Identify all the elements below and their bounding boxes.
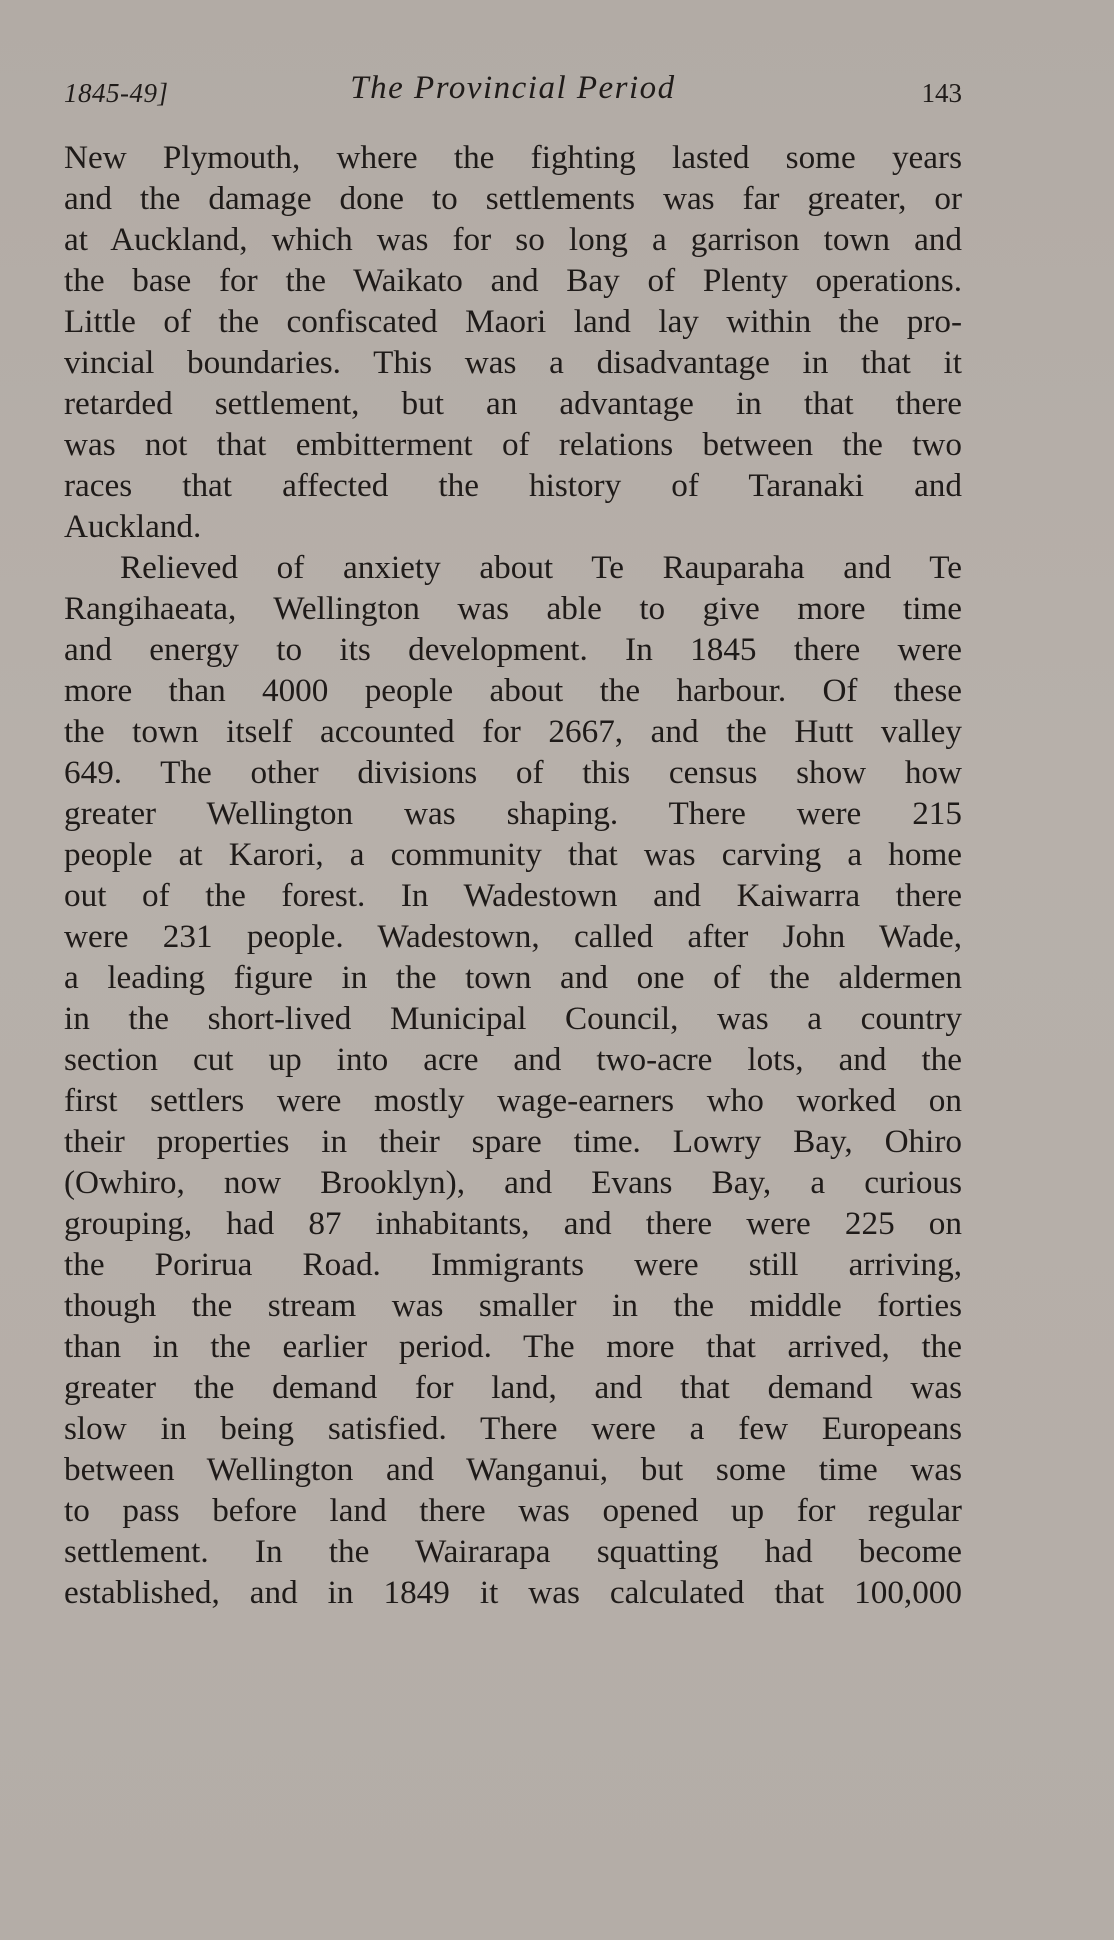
text-line: first settlers were mostly wage-earners who worked on — [64, 1082, 962, 1119]
text-line: greater the demand for land, and that demand was — [64, 1369, 962, 1406]
text-line: though the stream was smaller in the middle forties — [64, 1287, 962, 1324]
text-line: to pass before land there was opened up for regular — [64, 1492, 962, 1529]
text-line: a leading figure in the town and one of the aldermen — [64, 959, 962, 996]
text-line: vincial boundaries. This was a disadvantage in that it — [64, 344, 962, 381]
text-line: established, and in 1849 it was calculated that 100,000 — [64, 1574, 962, 1611]
text-line: and the damage done to settlements was far greater, or — [64, 180, 962, 217]
paragraph-last-line: Auckland. — [64, 508, 202, 545]
text-line: Little of the confiscated Maori land lay within the pro- — [64, 303, 962, 340]
body-text — [64, 137, 962, 1613]
text-line: retarded settlement, but an advantage in that there — [64, 385, 962, 422]
text-line: in the short-lived Municipal Council, was a country — [64, 1000, 962, 1037]
text-line: the Porirua Road. Immigrants were still arriving, — [64, 1246, 962, 1283]
text-line: New Plymouth, where the fighting lasted some years — [64, 139, 962, 176]
text-line: races that affected the history of Taranaki and — [64, 467, 962, 504]
text-line: 649. The other divisions of this census show how — [64, 754, 962, 791]
text-line: were 231 people. Wadestown, called after John Wade, — [64, 918, 962, 955]
text-line: their properties in their spare time. Lowry Bay, Ohiro — [64, 1123, 962, 1160]
text-line: Rangihaeata, Wellington was able to give more time — [64, 590, 962, 627]
running-head-date-range: 1845-49] — [64, 78, 169, 108]
text-line: greater Wellington was shaping. There were 215 — [64, 795, 962, 832]
text-line: section cut up into acre and two-acre lots, and the — [64, 1041, 962, 1078]
text-line: and energy to its development. In 1845 there were — [64, 631, 962, 668]
text-line: than in the earlier period. The more that arrived, the — [64, 1328, 962, 1365]
text-line: the base for the Waikato and Bay of Plenty operations. — [64, 262, 962, 299]
text-line: out of the forest. In Wadestown and Kaiwarra there — [64, 877, 962, 914]
running-head-title: The Provincial Period — [350, 70, 676, 106]
text-line: was not that embitterment of relations between the two — [64, 426, 962, 463]
text-line: the town itself accounted for 2667, and the Hutt valley — [64, 713, 962, 750]
running-head — [64, 70, 962, 114]
text-line: slow in being satisfied. There were a few Europeans — [64, 1410, 962, 1447]
paragraph-first-line: Relieved of anxiety about Te Rauparaha and Te — [120, 549, 962, 586]
text-line: between Wellington and Wanganui, but some time was — [64, 1451, 962, 1488]
text-line: people at Karori, a community that was carving a home — [64, 836, 962, 873]
text-line: grouping, had 87 inhabitants, and there were 225 on — [64, 1205, 962, 1242]
page-number: 143 — [921, 78, 962, 108]
text-line: more than 4000 people about the harbour. Of these — [64, 672, 962, 709]
text-line: at Auckland, which was for so long a garrison town and — [64, 221, 962, 258]
text-line: (Owhiro, now Brooklyn), and Evans Bay, a curious — [64, 1164, 962, 1201]
text-line: settlement. In the Wairarapa squatting had become — [64, 1533, 962, 1570]
